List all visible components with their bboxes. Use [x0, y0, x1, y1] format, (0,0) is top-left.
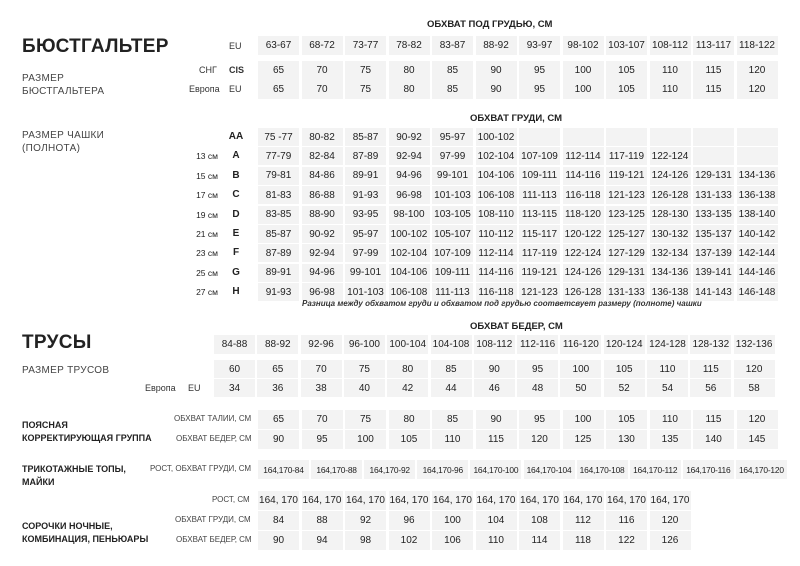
shapewear-hip-cell: 90	[258, 430, 299, 449]
cis-size-cell: 70	[302, 61, 343, 80]
cup-cell: 101-103	[345, 283, 386, 301]
briefs-eu-cell: 58	[734, 379, 775, 397]
cup-cell: 116-118	[476, 283, 517, 301]
night-height-cell: 164, 170	[650, 491, 691, 510]
briefs-eu-cell: 38	[301, 379, 342, 397]
waist-cell: 85	[432, 410, 473, 429]
cup-cell: 109-111	[519, 167, 560, 185]
cup-cell: 115-117	[519, 225, 560, 243]
cis-size-cell: 85	[432, 61, 473, 80]
tops-cell: 164,170-88	[311, 460, 362, 479]
cup-cell: 114-116	[563, 167, 604, 185]
cup-letter: B	[232, 169, 240, 181]
briefs-size-cell: 70	[301, 360, 342, 378]
waist-cell: 95	[519, 410, 560, 429]
cup-cell: 113-115	[519, 206, 560, 224]
cup-cell: 122-124	[650, 147, 691, 165]
shapewear-title-2: КОРРЕКТИРУЮЩАЯ ГРУППА	[22, 433, 152, 443]
night-bust-cell: 84	[258, 511, 299, 530]
night-height-cell: 164, 170	[302, 491, 343, 510]
cup-letter: F	[232, 247, 240, 259]
night-hip-cell: 114	[519, 531, 560, 550]
briefs-eu-cell: 42	[387, 379, 428, 397]
cup-cell: 128-130	[650, 206, 691, 224]
cup-cell: 100-102	[389, 225, 430, 243]
eu-size-cell: 95	[519, 80, 560, 99]
shapewear-hip-cell: 100	[345, 430, 386, 449]
eu-size-cell: 75	[345, 80, 386, 99]
cup-cell: 77-79	[258, 147, 299, 165]
cup-letter: C	[232, 189, 240, 201]
hip-cell: 108-112	[474, 335, 515, 354]
tops-label: РОСТ, ОБХВАТ ГРУДИ, СМ	[150, 464, 252, 473]
night-bust-cell: 88	[302, 511, 343, 530]
cup-cell: 124-126	[563, 264, 604, 282]
cup-cell: 106-108	[476, 186, 517, 204]
cup-cell: 96-98	[302, 283, 343, 301]
cis-size-cell: 90	[476, 61, 517, 80]
cup-cell: 91-93	[258, 283, 299, 301]
cup-cell: 129-131	[693, 167, 734, 185]
waist-cell: 65	[258, 410, 299, 429]
briefs-size-cell: 115	[690, 360, 731, 378]
cup-cell: 120-122	[563, 225, 604, 243]
briefs-eu-cell: 52	[604, 379, 645, 397]
cup-title-2: (ПОЛНОТА)	[22, 143, 81, 154]
waist-cell: 75	[345, 410, 386, 429]
cup-cell: 96-98	[389, 186, 430, 204]
cup-cell: 87-89	[258, 244, 299, 262]
shapewear-hip-cell: 135	[650, 430, 691, 449]
briefs-title: ТРУСЫ	[22, 332, 92, 353]
cup-cell: 111-113	[432, 283, 473, 301]
cup-cell: 91-93	[345, 186, 386, 204]
cup-cell: 92-94	[389, 147, 430, 165]
eu-size-cell: 115	[693, 80, 734, 99]
cup-cell	[606, 128, 647, 146]
cup-cell: 138-140	[737, 206, 778, 224]
cup-cell: 124-126	[650, 167, 691, 185]
cup-cell: 121-123	[606, 186, 647, 204]
night-bust-cell: 108	[519, 511, 560, 530]
briefs-size-cell: 120	[734, 360, 775, 378]
eu-size-cell: 65	[258, 80, 299, 99]
cup-cell: 112-114	[476, 244, 517, 262]
cup-diff-label: 21 см	[196, 229, 218, 239]
briefs-size-cell: 80	[387, 360, 428, 378]
eu-size-cell: 80	[389, 80, 430, 99]
night-bust-cell: 92	[345, 511, 386, 530]
underbust-heading: ОБХВАТ ПОД ГРУДЬЮ, СМ	[427, 19, 553, 30]
cup-cell: 136-138	[737, 186, 778, 204]
cis-size-cell: 100	[563, 61, 604, 80]
cup-cell: 81-83	[258, 186, 299, 204]
eu-size-cell: 85	[432, 80, 473, 99]
cup-cell: 99-101	[345, 264, 386, 282]
briefs-eu-cell: 50	[560, 379, 601, 397]
cup-cell: 131-133	[606, 283, 647, 301]
briefs-size-cell: 60	[214, 360, 255, 378]
tops-cell: 164,170-92	[364, 460, 415, 479]
cis-region-label: СНГ	[199, 65, 217, 75]
waist-label: ОБХВАТ ТАЛИИ, СМ	[174, 414, 252, 423]
tops-cell: 164,170-120	[736, 460, 787, 479]
cup-cell: 116-118	[563, 186, 604, 204]
night-height-cell: 164, 170	[389, 491, 430, 510]
tops-cell: 164,170-100	[470, 460, 521, 479]
shapewear-hip-label: ОБХВАТ БЕДЕР, СМ	[176, 434, 252, 443]
cis-size-cell: 120	[737, 61, 778, 80]
underbust-cell: 83-87	[432, 36, 473, 55]
night-height-cell: 164, 170	[606, 491, 647, 510]
night-hip-cell: 110	[476, 531, 517, 550]
cup-cell: 141-143	[693, 283, 734, 301]
shapewear-hip-cell: 125	[563, 430, 604, 449]
night-height-cell: 164, 170	[258, 491, 299, 510]
bust-heading: ОБХВАТ ГРУДИ, СМ	[470, 113, 563, 124]
hip-cell: 100-104	[387, 335, 428, 354]
tops-title-1: ТРИКОТАЖНЫЕ ТОПЫ,	[22, 464, 126, 474]
cup-cell: 119-121	[519, 264, 560, 282]
waist-cell: 90	[476, 410, 517, 429]
cup-cell: 133-135	[693, 206, 734, 224]
cup-cell: 142-144	[737, 244, 778, 262]
cup-cell: 137-139	[693, 244, 734, 262]
cis-size-cell: 95	[519, 61, 560, 80]
eu-size-cell: 90	[476, 80, 517, 99]
cup-letter: A	[232, 150, 240, 162]
cup-cell: 90-92	[389, 128, 430, 146]
cup-letter: AA	[228, 131, 244, 142]
tops-cell: 164,170-84	[258, 460, 309, 479]
night-hip-cell: 122	[606, 531, 647, 550]
cup-cell: 75 -77	[258, 128, 299, 146]
hip-cell: 124-128	[647, 335, 688, 354]
shapewear-hip-cell: 130	[606, 430, 647, 449]
cup-cell: 126-128	[563, 283, 604, 301]
hip-cell: 96-100	[344, 335, 385, 354]
cup-cell: 79-81	[258, 167, 299, 185]
cis-size-cell: 105	[606, 61, 647, 80]
tops-cell: 164,170-108	[577, 460, 628, 479]
waist-cell: 115	[693, 410, 734, 429]
cup-cell	[737, 147, 778, 165]
cup-cell: 103-105	[432, 206, 473, 224]
cup-cell: 134-136	[737, 167, 778, 185]
briefs-eu-cell: 54	[647, 379, 688, 397]
briefs-eu-cell: 48	[517, 379, 558, 397]
night-bust-cell: 96	[389, 511, 430, 530]
night-bust-cell: 104	[476, 511, 517, 530]
europe-region-label: Европа	[189, 84, 220, 94]
hip-cell: 128-132	[690, 335, 731, 354]
cup-cell: 86-88	[302, 186, 343, 204]
waist-cell: 80	[389, 410, 430, 429]
briefs-size-cell: 95	[517, 360, 558, 378]
eu-size-cell: 100	[563, 80, 604, 99]
night-bust-label: ОБХВАТ ГРУДИ, СМ	[175, 515, 251, 524]
cup-cell: 90-92	[302, 225, 343, 243]
cup-cell: 104-106	[389, 264, 430, 282]
eu-size-cell: 105	[606, 80, 647, 99]
tops-cell: 164,170-116	[683, 460, 734, 479]
cup-cell	[737, 128, 778, 146]
night-title-2: КОМБИНАЦИЯ, ПЕНЬЮАРЫ	[22, 534, 149, 544]
briefs-europe-label: Европа	[145, 383, 176, 393]
shapewear-title-1: ПОЯСНАЯ	[22, 420, 68, 430]
cup-cell: 84-86	[302, 167, 343, 185]
shapewear-hip-cell: 95	[302, 430, 343, 449]
cup-cell: 106-108	[389, 283, 430, 301]
cup-cell: 99-101	[432, 167, 473, 185]
briefs-eu-cell: 46	[474, 379, 515, 397]
cup-cell: 139-141	[693, 264, 734, 282]
cup-cell: 89-91	[258, 264, 299, 282]
cis-size-cell: 65	[258, 61, 299, 80]
cup-letter: E	[232, 228, 240, 239]
cup-cell: 117-119	[519, 244, 560, 262]
briefs-size-cell: 100	[560, 360, 601, 378]
underbust-cell: 118-122	[737, 36, 778, 55]
cup-letter: D	[232, 208, 240, 220]
cis-size-cell: 75	[345, 61, 386, 80]
shapewear-hip-cell: 120	[519, 430, 560, 449]
hip-cell: 116-120	[560, 335, 601, 354]
hip-cell: 84-88	[214, 335, 255, 354]
cup-cell: 85-87	[258, 225, 299, 243]
cup-cell: 88-90	[302, 206, 343, 224]
cup-diff-label: 19 см	[196, 209, 218, 220]
bra-subtitle-2: БЮСТГАЛЬТЕРА	[22, 86, 105, 97]
cup-cell: 101-103	[432, 186, 473, 204]
hip-cell: 88-92	[257, 335, 298, 354]
cup-cell: 108-110	[476, 206, 517, 224]
night-bust-cell: 120	[650, 511, 691, 530]
bra-subtitle-1: РАЗМЕР	[22, 73, 65, 84]
cup-cell: 82-84	[302, 147, 343, 165]
cup-cell: 117-119	[606, 147, 647, 165]
briefs-size-cell: 85	[431, 360, 472, 378]
cis-size-cell: 80	[389, 61, 430, 80]
cup-cell: 109-111	[432, 264, 473, 282]
underbust-cell: 73-77	[345, 36, 386, 55]
cup-cell: 94-96	[389, 167, 430, 185]
cup-cell: 102-104	[476, 147, 517, 165]
night-height-cell: 164, 170	[476, 491, 517, 510]
briefs-eu-cell: 40	[344, 379, 385, 397]
underbust-cell: 98-102	[563, 36, 604, 55]
shapewear-hip-cell: 145	[737, 430, 778, 449]
cup-cell: 107-109	[519, 147, 560, 165]
night-bust-cell: 100	[432, 511, 473, 530]
night-hip-label: ОБХВАТ БЕДЕР, СМ	[176, 535, 252, 544]
waist-cell: 110	[650, 410, 691, 429]
waist-cell: 70	[302, 410, 343, 429]
briefs-eu-cell: 44	[431, 379, 472, 397]
cup-cell: 136-138	[650, 283, 691, 301]
cup-cell: 114-116	[476, 264, 517, 282]
underbust-cell: 103-107	[606, 36, 647, 55]
cup-cell: 122-124	[563, 244, 604, 262]
bra-title: БЮСТГАЛЬТЕР	[22, 36, 169, 57]
underbust-cell: 113-117	[693, 36, 734, 55]
cup-cell: 140-142	[737, 225, 778, 243]
cup-cell: 93-95	[345, 206, 386, 224]
tops-cell: 164,170-96	[417, 460, 468, 479]
eu-label: EU	[229, 41, 242, 51]
night-hip-cell: 118	[563, 531, 604, 550]
cup-cell: 83-85	[258, 206, 299, 224]
cup-cell: 112-114	[563, 147, 604, 165]
cup-cell: 110-112	[476, 225, 517, 243]
cup-cell	[519, 128, 560, 146]
night-hip-cell: 90	[258, 531, 299, 550]
shapewear-hip-cell: 140	[693, 430, 734, 449]
cup-cell: 144-146	[737, 264, 778, 282]
cup-cell: 146-148	[737, 283, 778, 301]
briefs-eu-cell: 34	[214, 379, 255, 397]
waist-cell: 100	[563, 410, 604, 429]
underbust-cell: 108-112	[650, 36, 691, 55]
cup-cell: 102-104	[389, 244, 430, 262]
night-hip-cell: 98	[345, 531, 386, 550]
tops-title-2: МАЙКИ	[22, 477, 55, 487]
cup-letter: G	[232, 266, 240, 278]
cup-cell: 126-128	[650, 186, 691, 204]
briefs-size-cell: 110	[647, 360, 688, 378]
tops-cell: 164,170-112	[630, 460, 681, 479]
cup-cell: 95-97	[432, 128, 473, 146]
briefs-subtitle: РАЗМЕР ТРУСОВ	[22, 365, 110, 376]
cis-label: CIS	[229, 65, 245, 75]
briefs-size-cell: 75	[344, 360, 385, 378]
night-height-cell: 164, 170	[563, 491, 604, 510]
cup-cell: 121-123	[519, 283, 560, 301]
night-title-1: СОРОЧКИ НОЧНЫЕ,	[22, 521, 113, 531]
cup-cell	[650, 128, 691, 146]
cup-diff-label: 27 см	[196, 287, 218, 298]
cup-cell: 127-129	[606, 244, 647, 262]
cup-cell: 111-113	[519, 186, 560, 204]
cup-cell: 131-133	[693, 186, 734, 204]
cup-diff-label: 15 см	[196, 170, 218, 181]
cup-cell: 134-136	[650, 264, 691, 282]
shapewear-hip-cell: 105	[389, 430, 430, 449]
cup-cell: 130-132	[650, 225, 691, 243]
cup-note: Разница между обхватом груди и обхватом под грудью соответсвует размеру (полноте) чашки	[302, 299, 702, 308]
night-hip-cell: 102	[389, 531, 430, 550]
tops-cell: 164,170-104	[524, 460, 575, 479]
cup-cell	[693, 128, 734, 146]
cup-cell	[693, 147, 734, 165]
briefs-size-cell: 65	[257, 360, 298, 378]
cis-size-cell: 110	[650, 61, 691, 80]
cup-cell	[563, 128, 604, 146]
cup-diff-label: 17 см	[196, 190, 218, 201]
underbust-cell: 63-67	[258, 36, 299, 55]
night-bust-cell: 112	[563, 511, 604, 530]
night-height-label: РОСТ, СМ	[212, 495, 250, 504]
cis-size-cell: 115	[693, 61, 734, 80]
cup-title-1: РАЗМЕР ЧАШКИ	[22, 130, 105, 141]
briefs-eu-cell: 56	[690, 379, 731, 397]
night-hip-cell: 126	[650, 531, 691, 550]
cup-cell: 119-121	[606, 167, 647, 185]
eu-size-cell: 120	[737, 80, 778, 99]
cup-cell: 100-102	[476, 128, 517, 146]
night-height-cell: 164, 170	[432, 491, 473, 510]
cup-diff-label: 13 см	[196, 151, 218, 162]
cup-cell: 105-107	[432, 225, 473, 243]
briefs-size-cell: 105	[604, 360, 645, 378]
briefs-size-cell: 90	[474, 360, 515, 378]
waist-cell: 120	[737, 410, 778, 429]
hip-cell: 112-116	[517, 335, 558, 354]
cup-cell: 135-137	[693, 225, 734, 243]
cup-cell: 118-120	[563, 206, 604, 224]
cup-diff-label: 23 см	[196, 248, 218, 259]
night-hip-cell: 106	[432, 531, 473, 550]
eu-size-cell: 110	[650, 80, 691, 99]
cup-cell: 94-96	[302, 264, 343, 282]
underbust-cell: 93-97	[519, 36, 560, 55]
eu-size-cell: 70	[302, 80, 343, 99]
night-height-cell: 164, 170	[519, 491, 560, 510]
cup-cell: 123-125	[606, 206, 647, 224]
hip-cell: 92-96	[301, 335, 342, 354]
cup-cell: 85-87	[345, 128, 386, 146]
cup-cell: 97-99	[432, 147, 473, 165]
underbust-cell: 88-92	[476, 36, 517, 55]
cup-cell: 92-94	[302, 244, 343, 262]
cup-diff-label: 25 см	[196, 267, 218, 278]
night-bust-cell: 116	[606, 511, 647, 530]
eu2-label: EU	[229, 84, 242, 94]
hip-cell: 120-124	[604, 335, 645, 354]
underbust-cell: 78-82	[389, 36, 430, 55]
hip-heading: ОБХВАТ БЕДЕР, СМ	[470, 321, 563, 332]
cup-letter: H	[232, 286, 240, 298]
cup-cell: 129-131	[606, 264, 647, 282]
cup-cell: 89-91	[345, 167, 386, 185]
hip-cell: 104-108	[431, 335, 472, 354]
cup-cell: 95-97	[345, 225, 386, 243]
cup-cell: 80-82	[302, 128, 343, 146]
cup-cell: 98-100	[389, 206, 430, 224]
cup-cell: 104-106	[476, 167, 517, 185]
shapewear-hip-cell: 115	[476, 430, 517, 449]
hip-cell: 132-136	[734, 335, 775, 354]
night-hip-cell: 94	[302, 531, 343, 550]
cup-cell: 132-134	[650, 244, 691, 262]
waist-cell: 105	[606, 410, 647, 429]
cup-cell: 97-99	[345, 244, 386, 262]
cup-cell: 125-127	[606, 225, 647, 243]
shapewear-hip-cell: 110	[432, 430, 473, 449]
briefs-eu-label: EU	[188, 383, 201, 393]
briefs-eu-cell: 36	[257, 379, 298, 397]
underbust-cell: 68-72	[302, 36, 343, 55]
night-height-cell: 164, 170	[345, 491, 386, 510]
cup-cell: 107-109	[432, 244, 473, 262]
cup-cell: 87-89	[345, 147, 386, 165]
